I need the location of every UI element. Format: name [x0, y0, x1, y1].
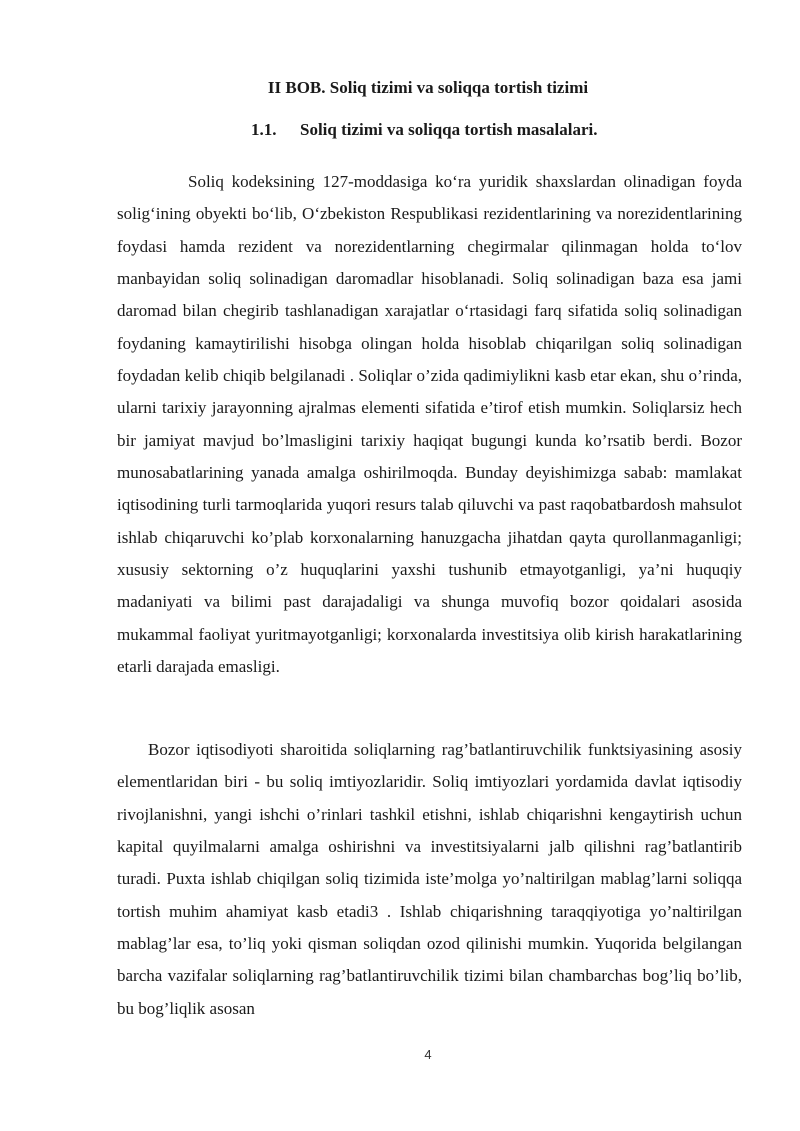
chapter-title: II BOB. Soliq tizimi va soliqqa tortish tizimi [267, 78, 589, 97]
section-title: Soliq tizimi va soliqqa tortish masalalari. [300, 120, 598, 139]
section-heading [251, 119, 598, 141]
body-paragraph-1: Soliq kodeksining 127-moddasiga ko‘ra yuridik shaxslardan olinadigan foyda solig‘ining obyekti bo‘lib, O‘zbekiston Respublikasi rezidentlarining va norezidentlarining foydasi hamda rezident va norezidentlarning chegirmalar qilinmagan holda to‘lov manbayidan soliq solinadigan daromadlar hisoblanadi. Soliq solinadigan baza esa jami daromad bilan chegirib tashlanadigan xarajatlar o‘rtasidagi farq sifatida soliq solinadigan foydaning kamaytirilishi hisobga olingan holda hisoblab chiqarilgan soliq solinadigan foydadan kelib chiqib belgilanadi . Soliqlar o’zida qadimiylikni kasb etar ekan, shu o’rinda, ularni tarixiy jarayonning ajralmas elementi sifatida e’tirof etish mumkin. Soliqlarsiz hech bir jamiyat mavjud bo’lmasligini tarixiy haqiqat bugungi kunda ko’rsatib berdi. Bozor munosabatlarining yanada amalga oshirilmoqda. Bunday deyishimizga sabab: mamlakat iqtisodining turli tarmoqlarida yuqori resurs talab qiluvchi va past raqobatbardosh mahsulot ishlab chiqaruvchi ko’plab korxonalarning hanuzgacha jihatdan qayta qurollanmaganligi; xususiy sektorning o’z huquqlarini yaxshi tushunib etmayotganligi, ya’ni huquqiy madaniyati va bilimi past darajadaligi va shunga muvofiq bozor qoidalari asosida mukammal faoliyat yuritmayotganligi; korxonalarda investitsiya olib kirish harakatlarining etarli darajada emasligi. [117, 172, 742, 677]
page-number: 4 [424, 1047, 432, 1062]
body-paragraph-2: Bozor iqtisodiyoti sharoitida soliqlarning rag’batlantiruvchilik funktsiyasining asosiy elementlaridan biri - bu soliq imtiyozlaridir. Soliq imtiyozlari yordamida davlat iqtisodiy rivojlanishni, yangi ishchi o’rinlari tashkil etishni, ishlab chiqarishni kengaytirish uchun kapital quyilmalarni amalga oshirishni va investitsiyalarni jalb qilishni rag’batlantirib turadi. Puxta ishlab chiqilgan soliq tizimida iste’molga yo’naltirilgan mablag’larni soliqqa tortish muhim ahamiyat kasb etadi3 . Ishlab chiqarishning taraqqiyotiga yo’naltirilgan mablag’lar esa, to’liq yoki qisman soliqdan ozod qilinishi mumkin. Yuqorida belgilangan barcha vazifalar soliqlarning rag’batlantiruvchilik tizimi bilan chambarchas bog’liq bo’lib, bu bog’liqlik asosan [117, 740, 742, 1018]
section-number: 1.1. [251, 120, 277, 139]
